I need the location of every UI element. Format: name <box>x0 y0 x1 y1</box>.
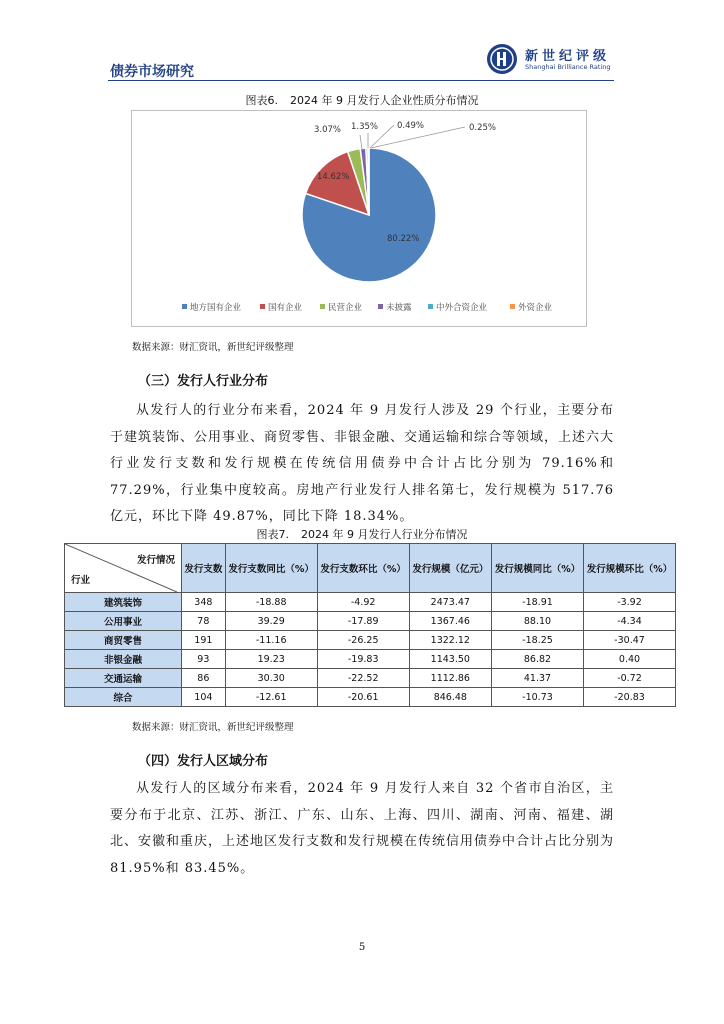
table-cell: -3.92 <box>583 593 675 612</box>
pie-data-label-1: 14.62% <box>317 172 350 182</box>
logo-emblem-icon <box>485 42 519 76</box>
row-label: 综合 <box>65 688 182 707</box>
legend-swatch-2 <box>320 304 325 309</box>
section4-paragraph: 从发行人的区域分布来看，2024 年 9 月发行人来自 32 个省市自治区，主要分布于北京、江苏、浙江、广东、山东、上海、四川、湖南、河南、福建、湖北、安徽和重庆，上述地区发行支数和发行规模在传统信用债券中合计占比分别为 81.95%和 83.45%。 <box>110 781 615 876</box>
table-row <box>65 650 676 669</box>
table-cell: -22.52 <box>317 669 409 688</box>
pie-data-label-4: 0.49% <box>397 121 425 131</box>
figure7-caption <box>0 526 724 542</box>
figure6-source: 数据来源：财汇资讯，新世纪评级整理 <box>132 342 294 353</box>
table-cell: -17.89 <box>317 612 409 631</box>
pie-chart <box>132 111 586 326</box>
table-header-row <box>65 544 676 593</box>
column-header: 发行规模环比（%） <box>583 544 675 593</box>
legend-item-0 <box>182 302 242 313</box>
legend-label-5: 外资企业 <box>518 303 553 313</box>
row-label: 建筑装饰 <box>65 593 182 612</box>
table-cell: 30.30 <box>225 669 317 688</box>
section3-heading: （三）发行人行业分布 <box>138 374 269 389</box>
table-row <box>65 669 676 688</box>
company-logo <box>485 42 625 76</box>
table-cell: 19.23 <box>225 650 317 669</box>
pie-data-label-3: 1.35% <box>351 122 379 132</box>
table-cell: -18.25 <box>491 631 583 650</box>
table-cell: 1143.50 <box>409 650 491 669</box>
column-header: 发行支数同比（%） <box>225 544 317 593</box>
legend-swatch-4 <box>428 304 433 309</box>
legend-swatch-1 <box>260 304 265 309</box>
figure6-title: 2024 年 9 月发行人企业性质分布情况 <box>290 94 479 107</box>
table-cell: 191 <box>182 631 226 650</box>
table-cell: 2473.47 <box>409 593 491 612</box>
figure6-caption <box>0 92 724 108</box>
page-number: 5 <box>358 942 366 953</box>
row-label: 公用事业 <box>65 612 182 631</box>
pie-data-label-5: 0.25% <box>469 123 497 133</box>
table-cell: 78 <box>182 612 226 631</box>
logo-english-name: Shanghai Brilliance Rating <box>525 63 611 71</box>
table-cell: 1112.86 <box>409 669 491 688</box>
table-cell: -18.88 <box>225 593 317 612</box>
corner-top-label: 发行情况 <box>136 555 175 566</box>
table-cell: -4.34 <box>583 612 675 631</box>
table-cell: 1322.12 <box>409 631 491 650</box>
legend-item-5 <box>510 302 553 313</box>
row-label: 商贸零售 <box>65 631 182 650</box>
table-cell: -11.16 <box>225 631 317 650</box>
table-cell: -30.47 <box>583 631 675 650</box>
table-cell: 1367.46 <box>409 612 491 631</box>
legend-item-2 <box>320 302 363 313</box>
figure7-title: 2024 年 9 月发行人行业分布情况 <box>301 528 468 541</box>
industry-table <box>64 543 676 707</box>
table-cell: 39.29 <box>225 612 317 631</box>
column-header: 发行支数 <box>182 544 226 593</box>
pie-data-label-0: 80.22% <box>387 234 420 244</box>
column-header: 发行规模同比（%） <box>491 544 583 593</box>
column-header: 发行支数环比（%） <box>317 544 409 593</box>
table-corner-cell <box>65 544 182 593</box>
legend-label-4: 中外合资企业 <box>436 303 488 313</box>
table-row <box>65 631 676 650</box>
table-cell: -20.83 <box>583 688 675 707</box>
table-row <box>65 688 676 707</box>
column-header: 发行规模（亿元） <box>409 544 491 593</box>
table-cell: 86 <box>182 669 226 688</box>
table-cell: -26.25 <box>317 631 409 650</box>
table-cell: 0.40 <box>583 650 675 669</box>
legend-label-0: 地方国有企业 <box>190 303 242 313</box>
section3-paragraph: 从发行人的行业分布来看，2024 年 9 月发行人涉及 29 个行业，主要分布于建筑装饰、公用事业、商贸零售、非银金融、交通运输和综合等领域，上述六大行业发行支数和发行规模在传统信用债券中合计占比分别为 79.16%和 77.29%，行业集中度较高。房地产行业发行人排名第七，发行规模为 517.76 亿元，环比下降 49.87%，同比下降 18.34%。 <box>110 403 615 524</box>
pie-chart-frame <box>131 110 587 327</box>
pie-slice-5 <box>368 148 369 215</box>
table-cell: 41.37 <box>491 669 583 688</box>
table-cell: -18.91 <box>491 593 583 612</box>
header-title: 债券市场研究 <box>110 64 194 80</box>
table-cell: 93 <box>182 650 226 669</box>
legend-item-1 <box>260 302 303 313</box>
table-cell: -19.83 <box>317 650 409 669</box>
table-row <box>65 593 676 612</box>
figure7-source: 数据来源：财汇资讯，新世纪评级整理 <box>132 722 294 733</box>
legend-label-1: 国有企业 <box>268 303 303 313</box>
pie-leader-line-2 <box>360 135 362 149</box>
legend-item-4 <box>428 302 488 313</box>
table-cell: 846.48 <box>409 688 491 707</box>
row-label: 非银金融 <box>65 650 182 669</box>
legend-item-3 <box>378 302 412 313</box>
figure7-label: 图表7. <box>256 528 289 541</box>
corner-bottom-label: 行业 <box>71 575 91 586</box>
legend-label-3: 未披露 <box>386 303 412 313</box>
table-cell: 86.82 <box>491 650 583 669</box>
pie-data-label-2: 3.07% <box>314 125 342 135</box>
table-cell: -20.61 <box>317 688 409 707</box>
legend-swatch-3 <box>378 304 383 309</box>
logo-chinese-name: 新世纪评级 <box>525 49 611 64</box>
section4-heading: （四）发行人区域分布 <box>138 754 269 769</box>
row-label: 交通运输 <box>65 669 182 688</box>
table-cell: 348 <box>182 593 226 612</box>
table-cell: -0.72 <box>583 669 675 688</box>
table-cell: -12.61 <box>225 688 317 707</box>
legend-swatch-5 <box>510 304 515 309</box>
header-divider <box>108 80 614 81</box>
table-row <box>65 612 676 631</box>
figure6-label: 图表6. <box>245 94 278 107</box>
legend-label-2: 民营企业 <box>328 303 363 313</box>
table-cell: -10.73 <box>491 688 583 707</box>
legend-swatch-0 <box>182 304 187 309</box>
table-cell: -4.92 <box>317 593 409 612</box>
table-cell: 88.10 <box>491 612 583 631</box>
table-cell: 104 <box>182 688 226 707</box>
